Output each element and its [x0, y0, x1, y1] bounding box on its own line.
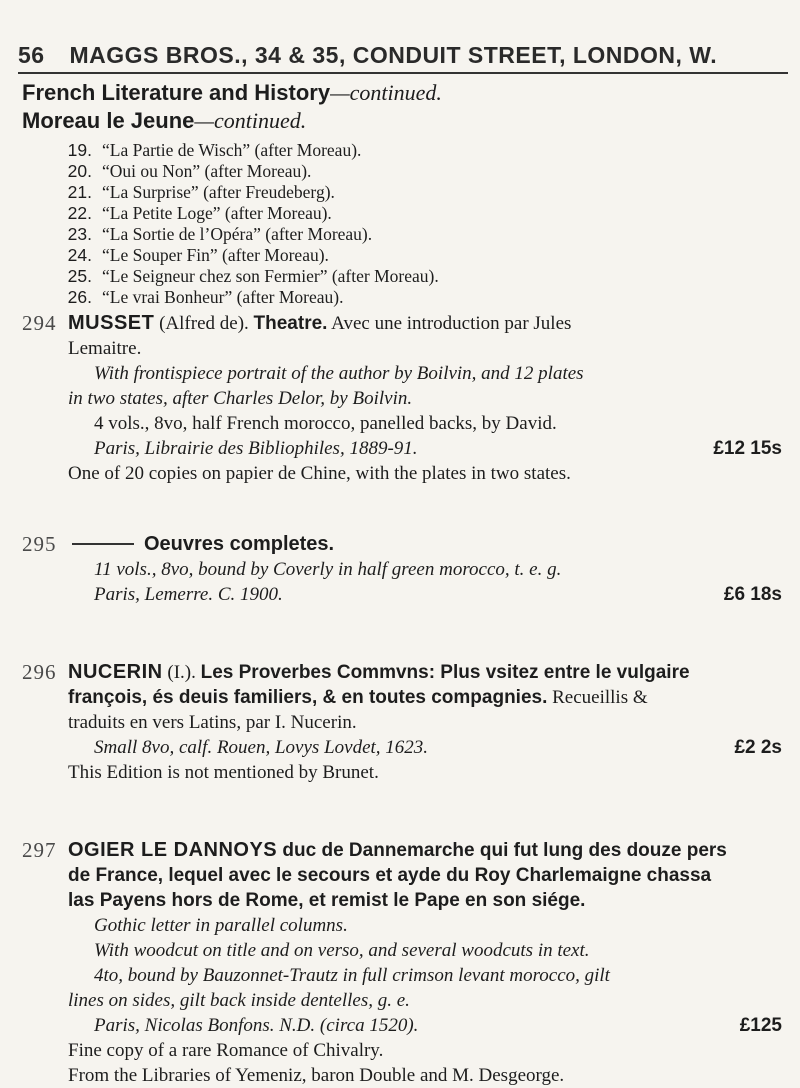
plate-list-item [56, 245, 796, 266]
plate-title: “Le vrai Bonheur” (after Moreau). [102, 287, 344, 307]
lot-title: Les Proverbes Commvns: Plus vsitez entre le vulgaire [200, 662, 690, 683]
plate-list-item [56, 140, 796, 161]
lot-author: MUSSET [68, 312, 155, 334]
plate-title: “La Partie de Wisch” (after Moreau). [102, 140, 362, 160]
lot-binding: 4 vols., 8vo, half French morocco, panelled backs, by David. [94, 413, 557, 434]
plate-number: 21. [67, 182, 92, 202]
lot-provenance: From the Libraries of Yemeniz, baron Double and M. Desgeorge. [68, 1065, 565, 1086]
lot-description: NUCERIN (I.). Les Proverbes Commvns: Plus vsitez entre le vulgaire françois, és deuis familiers, & en toutes compagnies. Recueillis & traduits en vers Latins, par I. Nucerin. Small 8vo, calf. Rouen, Lovys Lovdet, 1623. £2 2s This Edition is not mentioned by Brunet. [68, 661, 782, 783]
lot-imprint: Paris, Lemerre. C. 1900. £6 18s [94, 584, 782, 605]
plate-list-item [56, 203, 796, 224]
lot-author: OGIER LE DANNOYS [68, 839, 278, 861]
plate-list-item [56, 287, 796, 308]
section-title: French Literature and History—continued. [22, 80, 442, 105]
lot-binding: 11 vols., 8vo, bound by Coverly in half green morocco, t. e. g. [94, 559, 562, 580]
subsection-title: Moreau le Jeune—continued. [22, 108, 307, 133]
plate-number: 26. [67, 287, 92, 307]
lot-title-cont: Lemaitre. [68, 338, 142, 359]
plate-number: 20. [67, 161, 92, 181]
lot-illustration-note-cont: in two states, after Charles Delor, by Boilvin. [68, 388, 413, 409]
lot-subject: Theatre. [253, 313, 328, 334]
page-number: 56 [18, 42, 45, 68]
lot-imprint: Paris, Nicolas Bonfons. N.D. (circa 1520). £125 [94, 1015, 782, 1036]
lot-number: 296 [22, 660, 57, 684]
lot-binding: Small 8vo, calf. Rouen, Lovys Lovdet, 1623. £2 2s [94, 737, 782, 758]
plate-title: “Le Souper Fin” (after Moreau). [102, 245, 329, 265]
lot-note: Fine copy of a rare Romance of Chivalry. [68, 1040, 384, 1061]
plate-title: “La Surprise” (after Freudeberg). [102, 182, 335, 202]
header-rule [18, 72, 788, 74]
lot-price: £2 2s [734, 737, 782, 758]
plate-number: 24. [67, 245, 92, 265]
lot-number: 294 [22, 311, 57, 335]
plate-number: 19. [67, 140, 92, 160]
lot-illustration-note: With frontispiece portrait of the author by Boilvin, and 12 plates [94, 363, 584, 384]
publisher-line: MAGGS BROS., 34 & 35, CONDUIT STREET, LONDON, W. [69, 42, 718, 68]
lot-price: £6 18s [723, 584, 782, 605]
lot-imprint: Paris, Librairie des Bibliophiles, 1889-91. £12 15s [94, 438, 782, 459]
lot-description [68, 532, 782, 607]
lot-price: £12 15s [713, 438, 782, 459]
plate-title: “La Petite Loge” (after Moreau). [102, 203, 332, 223]
plate-list-item [56, 182, 796, 203]
moreau-plate-list [56, 140, 796, 308]
lot-author: NUCERIN [68, 661, 163, 683]
plate-list-item [56, 266, 796, 287]
plate-number: 22. [67, 203, 92, 223]
lot-number: 295 [22, 532, 57, 556]
ditto-dash [72, 543, 134, 545]
plate-number: 23. [67, 224, 92, 244]
lot-note: One of 20 copies on papier de Chine, with the plates in two states. [68, 463, 571, 484]
lot-title: Oeuvres completes. [144, 533, 335, 555]
plate-title: “La Sortie de l’Opéra” (after Moreau). [102, 224, 373, 244]
plate-list-item [56, 161, 796, 182]
plate-title: “Oui ou Non” (after Moreau). [102, 161, 312, 181]
page-header [18, 42, 798, 69]
lot-number: 297 [22, 838, 57, 862]
lot-note: This Edition is not mentioned by Brunet. [68, 762, 379, 783]
plate-number: 25. [67, 266, 92, 286]
lot-description: MUSSET (Alfred de). Theatre. Avec une introduction par Jules Lemaitre. With frontispiece portrait of the author by Boilvin, and 12 plates in two states, after Charles Delor, by Boilvin. 4 vols., 8vo, half French morocco, panelled backs, by David. Paris, Librairie des Bibliophiles, 1889-91. £12 15s One of 20 copies on papier de Chine, with the plates in two states. [68, 312, 782, 484]
lot-description: OGIER LE DANNOYS duc de Dannemarche qui fut lung des douze pers de France, lequel avec le secours et ayde du Roy Charlemaigne chassa las Payens hors de Rome, et remist le Pape en son siége. Gothic letter in parallel columns. With woodcut on title and on verso, and several woodcuts in text. 4to, bound by Bauzonnet-Trautz in full crimson levant morocco, gilt lines on sides, gilt back inside dentelles, g. e. Paris, Nicolas Bonfons. N.D. (circa 1520). £125 Fine copy of a rare Romance of Chivalry. From the Libraries of Yemeniz, baron Double and M. Desgeorge. [68, 839, 782, 1086]
plate-title: “Le Seigneur chez son Fermier” (after Moreau). [102, 266, 439, 286]
plate-list-item [56, 224, 796, 245]
lot-price: £125 [739, 1015, 782, 1036]
